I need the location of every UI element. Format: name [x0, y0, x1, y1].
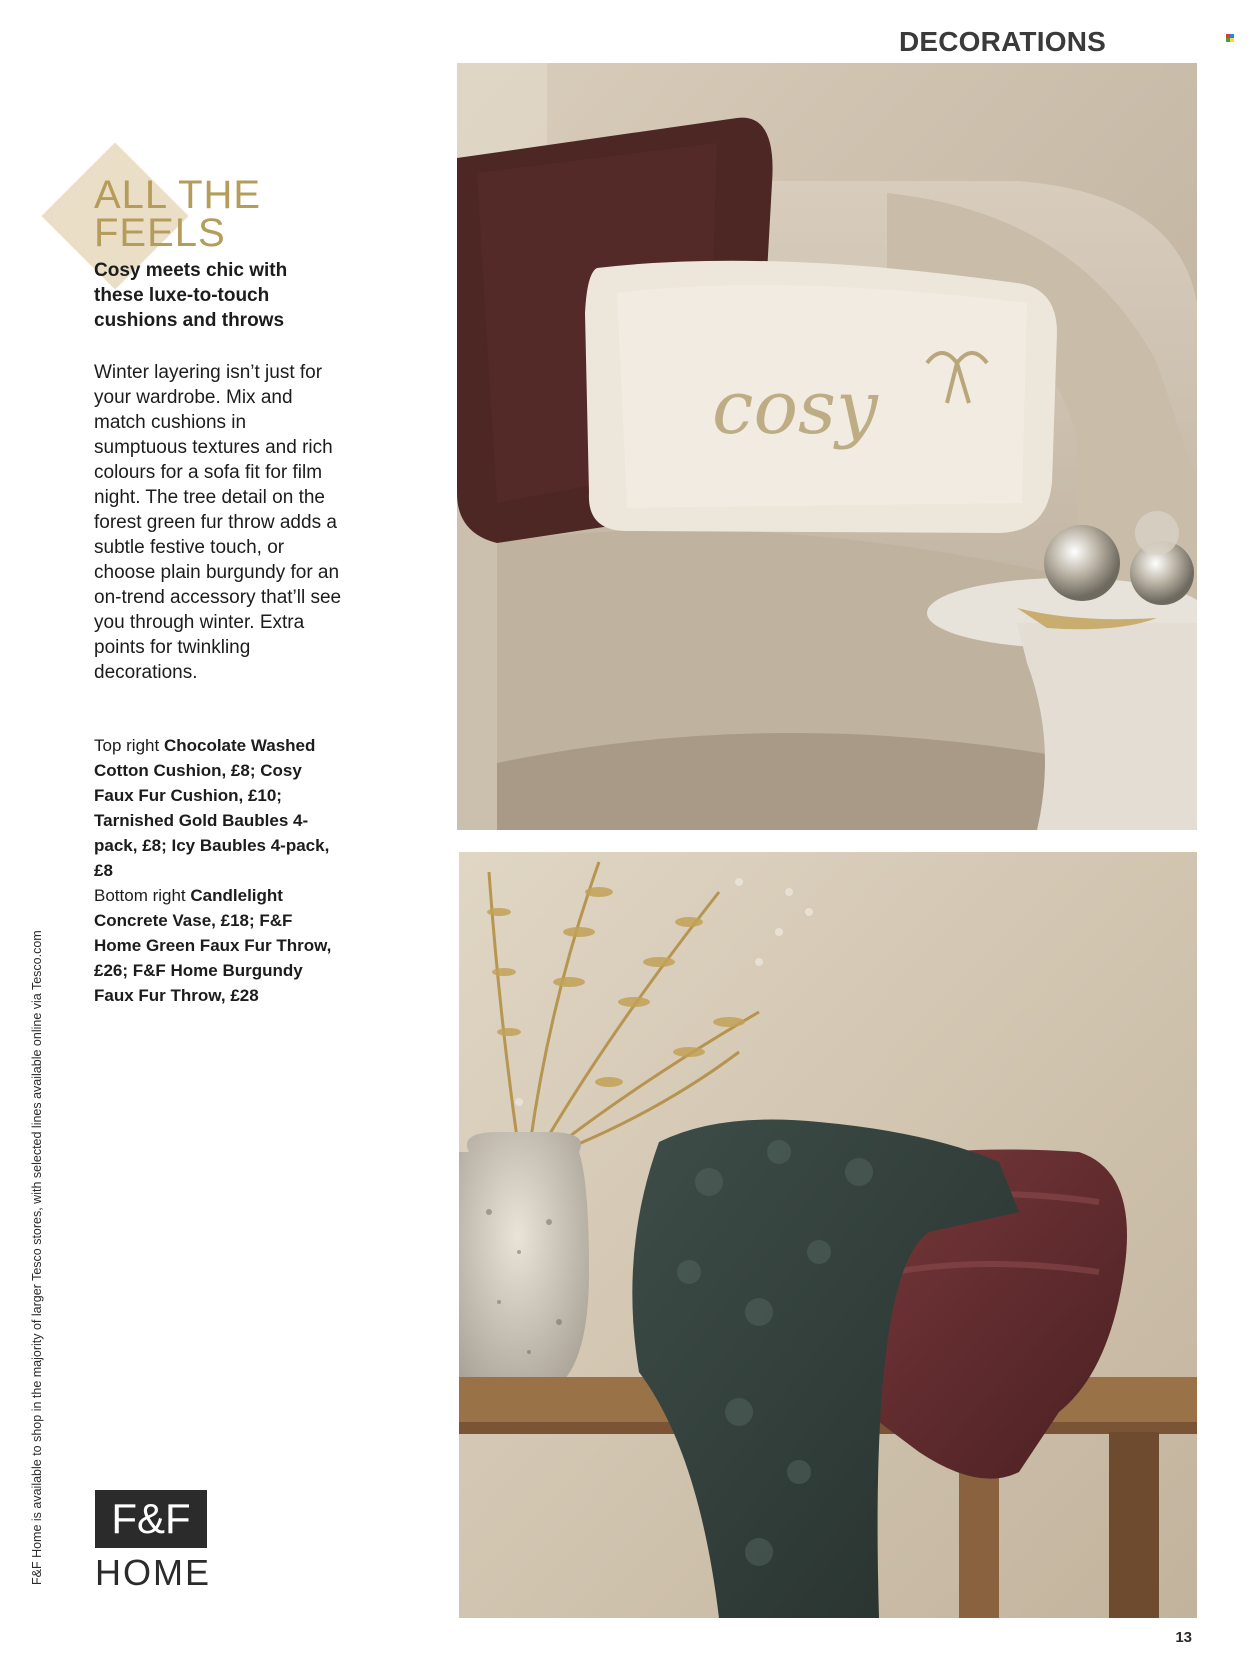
- subheading: Cosy meets chic with these luxe-to-touch cushions and throws: [94, 260, 288, 331]
- credits-top-lead: Top right: [94, 736, 160, 755]
- logo-mark: F&F: [95, 1490, 207, 1548]
- photo-sofa-cushions: [457, 63, 1197, 830]
- headline-line-1: ALL THE: [94, 173, 262, 217]
- product-credits: [94, 733, 344, 1008]
- credits-top-items: Chocolate Washed Cotton Cushion, £8; Cosy Faux Fur Cushion, £10; Tarnished Gold Baubles 4-pack, £8; Icy Baubles 4-pack, £8: [94, 736, 330, 880]
- brand-mark-icon: [1226, 34, 1234, 42]
- ff-home-logo: [95, 1490, 211, 1593]
- availability-note: F&F Home is available to shop in the majority of larger Tesco stores, with selected lines available online via Tesco.com: [30, 930, 44, 1585]
- credits-bottom-items: Candlelight Concrete Vase, £18; F&F Home Green Faux Fur Throw, £26; F&F Home Burgundy Faux Fur Throw, £28: [94, 886, 332, 1005]
- logo-wordmark: HOME: [95, 1552, 211, 1593]
- body-copy: Winter layering isn’t just for your wardrobe. Mix and match cushions in sumptuous textures and rich colours for a sofa fit for film night. The tree detail on the forest green fur throw adds a subtle festive touch, or choose plain burgundy for an on-trend accessory that’ll see you through winter. Extra points for twinkling decorations.: [94, 362, 342, 683]
- page-number: 13: [1175, 1629, 1192, 1646]
- cushion-embroidery-text: cosy: [712, 365, 878, 451]
- photo-throws-vase: [459, 852, 1197, 1618]
- headline-line-2: FEELS: [94, 211, 226, 255]
- section-label: DECORATIONS: [898, 26, 1106, 57]
- headline: [94, 173, 262, 255]
- credits-bottom-lead: Bottom right: [94, 886, 186, 905]
